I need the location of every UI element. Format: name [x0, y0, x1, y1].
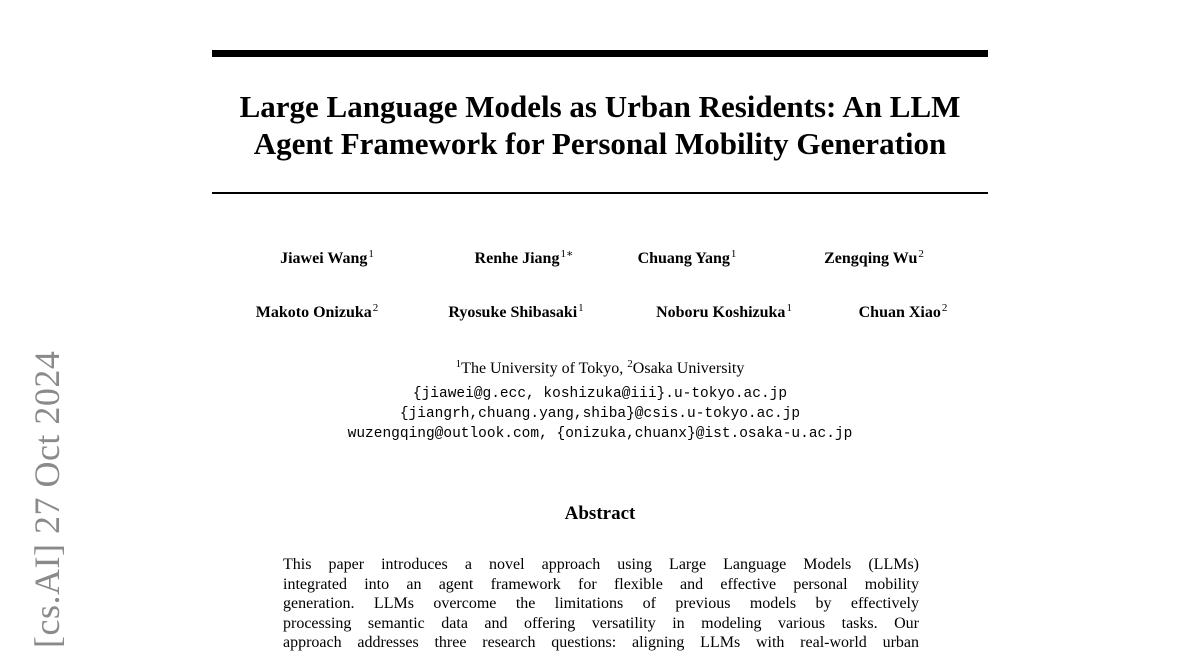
title-top-rule — [212, 50, 988, 57]
abstract-body — [283, 555, 919, 653]
author-name: Chuan Xiao — [858, 304, 941, 321]
author — [638, 250, 737, 268]
author — [859, 304, 948, 322]
abstract-heading: Abstract — [564, 503, 636, 524]
email-line: {jiawei@g.ecc, koshizuka@iii}.u-tokyo.ac.jp — [412, 386, 788, 402]
affiliation-mark: 2 — [918, 248, 924, 260]
affiliation-mark: 2 — [372, 302, 379, 314]
abstract-line: processing semantic data and offering versatility in modeling various tasks. Our — [283, 614, 919, 632]
author-emails — [212, 384, 988, 444]
affiliation-mark: 1 — [730, 248, 737, 260]
author-name: Makoto Onizuka — [255, 304, 372, 321]
abstract-line: approach addresses three research questions: aligning LLMs with real-world urban — [283, 634, 919, 651]
author — [280, 250, 374, 268]
affiliation-mark: 2 — [941, 302, 948, 314]
title-bottom-rule — [212, 192, 988, 194]
abstract-line: This paper introduces a novel approach using Large Language Models (LLMs) — [283, 556, 919, 573]
author-name: Ryosuke Shibasaki — [448, 304, 578, 321]
author-name: Zengqing Wu — [824, 250, 918, 267]
affiliation-mark: 1∗ — [560, 248, 574, 260]
author — [448, 304, 583, 322]
author-name: Chuang Yang — [637, 250, 730, 267]
email-line: wuzengqing@outlook.com, {onizuka,chuanx}@ist.osaka-u.ac.jp — [347, 426, 853, 442]
arxiv-stamp: [cs.AI] 27 Oct 2024 — [27, 350, 67, 648]
title-line-1: Large Language Models as Urban Residents: An LLM — [239, 89, 961, 124]
affiliation-mark: 1 — [368, 248, 374, 260]
author — [656, 304, 792, 322]
affiliation-mark: 2 — [627, 358, 633, 370]
affiliation-mark: 1 — [455, 358, 462, 370]
affiliation-mark: 1 — [786, 302, 792, 314]
abstract-line: generation. LLMs overcome the limitations of previous models by effectively — [283, 595, 919, 612]
paper-title — [212, 88, 988, 162]
email-line: {jiangrh,chuang.yang,shiba}@csis.u-tokyo.ac.jp — [399, 406, 801, 422]
author-name: Jiawei Wang — [280, 250, 368, 267]
affiliation-mark: 1 — [578, 302, 584, 314]
abstract-line: integrated into an agent framework for flexible and effective personal mobility — [283, 575, 919, 593]
affiliations — [212, 360, 988, 378]
title-line-2: Agent Framework for Personal Mobility Generation — [253, 126, 947, 161]
author — [824, 250, 924, 268]
affiliation-name: The University of Tokyo, — [461, 360, 628, 377]
author-name: Renhe Jiang — [474, 250, 560, 267]
author-name: Noboru Koshizuka — [656, 304, 786, 321]
author — [475, 250, 574, 268]
author — [256, 304, 379, 322]
affiliation-name: Osaka University — [632, 360, 745, 377]
